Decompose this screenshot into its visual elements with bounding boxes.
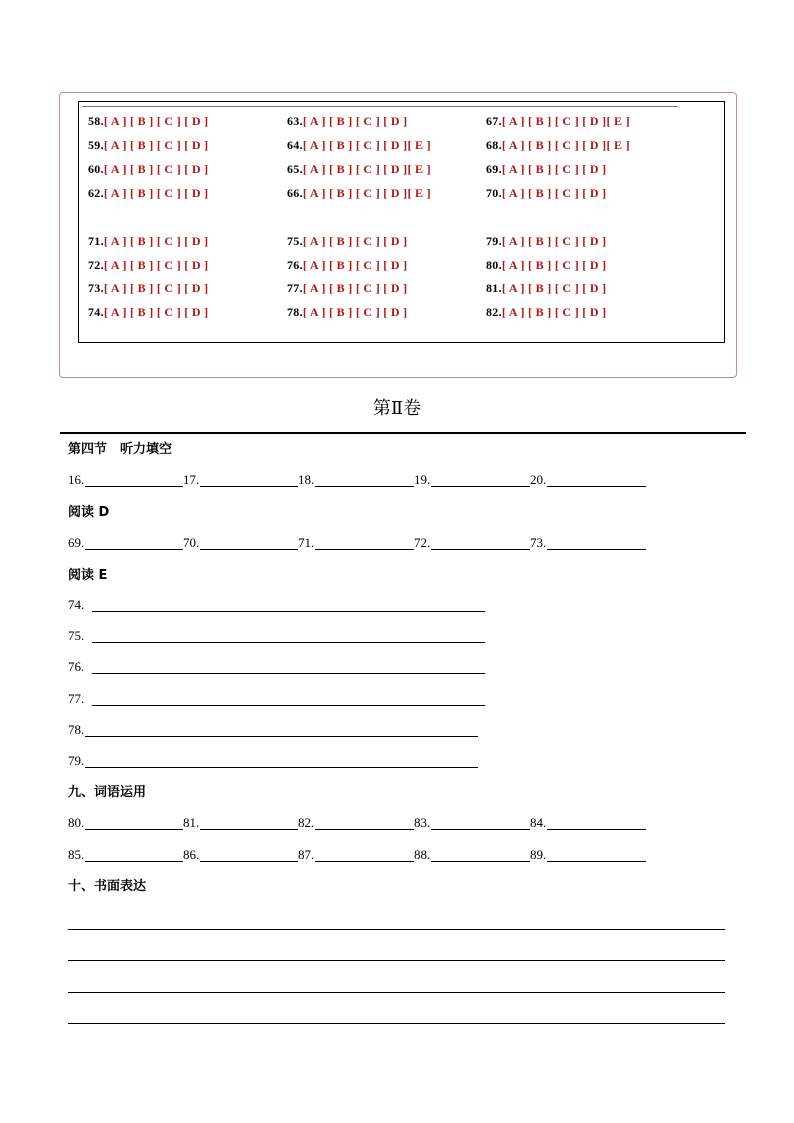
vocab-blank-82[interactable]: 82. bbox=[298, 813, 414, 833]
option-row-72[interactable]: 72.[ A ] [ B ] [ C ] [ D ] bbox=[88, 258, 209, 272]
reading-e-line-79[interactable]: 79. bbox=[68, 751, 480, 771]
answer-card-top-rule bbox=[82, 106, 678, 107]
option-row-78[interactable]: 78.[ A ] [ B ] [ C ] [ D ] bbox=[287, 305, 408, 319]
option-row-82[interactable]: 82.[ A ] [ B ] [ C ] [ D ] bbox=[486, 305, 607, 319]
reading-d-blank-72[interactable]: 72. bbox=[414, 533, 530, 553]
option-row-70[interactable]: 70.[ A ] [ B ] [ C ] [ D ] bbox=[486, 186, 607, 200]
option-row-66[interactable]: 66.[ A ] [ B ] [ C ] [ D ][ E ] bbox=[287, 186, 431, 200]
vocab-blank-86[interactable]: 86. bbox=[183, 845, 298, 865]
part-two-rule bbox=[60, 432, 746, 434]
vocab-blank-88[interactable]: 88. bbox=[414, 845, 530, 865]
writing-heading: 十、书面表达 bbox=[68, 879, 147, 894]
option-row-60[interactable]: 60.[ A ] [ B ] [ C ] [ D ] bbox=[88, 162, 209, 176]
vocab-blank-85[interactable]: 85. bbox=[68, 845, 183, 865]
listening-blank-20[interactable]: 20. bbox=[530, 470, 646, 490]
option-row-76[interactable]: 76.[ A ] [ B ] [ C ] [ D ] bbox=[287, 258, 408, 272]
option-row-74[interactable]: 74.[ A ] [ B ] [ C ] [ D ] bbox=[88, 305, 209, 319]
vocabulary-heading: 九、词语运用 bbox=[68, 785, 147, 800]
reading-e-line-78[interactable]: 78. bbox=[68, 720, 480, 740]
reading-e-line-74[interactable]: 74. bbox=[68, 595, 488, 615]
reading-e-heading: 阅读 E bbox=[68, 568, 108, 583]
reading-d-blank-70[interactable]: 70. bbox=[183, 533, 298, 553]
option-row-75[interactable]: 75.[ A ] [ B ] [ C ] [ D ] bbox=[287, 234, 408, 248]
reading-e-line-77[interactable]: 77. bbox=[68, 689, 488, 709]
option-row-68[interactable]: 68.[ A ] [ B ] [ C ] [ D ][ E ] bbox=[486, 138, 630, 152]
reading-d-blank-73[interactable]: 73. bbox=[530, 533, 646, 553]
option-row-58[interactable]: 58.[ A ] [ B ] [ C ] [ D ] bbox=[88, 114, 209, 128]
listening-blank-18[interactable]: 18. bbox=[298, 470, 414, 490]
option-row-81[interactable]: 81.[ A ] [ B ] [ C ] [ D ] bbox=[486, 281, 607, 295]
writing-line-1[interactable] bbox=[68, 929, 725, 930]
option-row-69[interactable]: 69.[ A ] [ B ] [ C ] [ D ] bbox=[486, 162, 607, 176]
vocab-blank-80[interactable]: 80. bbox=[68, 813, 183, 833]
writing-line-4[interactable] bbox=[68, 1023, 725, 1024]
writing-line-2[interactable] bbox=[68, 960, 725, 961]
option-row-62[interactable]: 62.[ A ] [ B ] [ C ] [ D ] bbox=[88, 186, 209, 200]
listening-blank-16[interactable]: 16. bbox=[68, 470, 183, 490]
option-row-71[interactable]: 71.[ A ] [ B ] [ C ] [ D ] bbox=[88, 234, 209, 248]
reading-d-heading: 阅读 D bbox=[68, 505, 110, 520]
listening-blank-17[interactable]: 17. bbox=[183, 470, 298, 490]
writing-line-3[interactable] bbox=[68, 992, 725, 993]
option-row-67[interactable]: 67.[ A ] [ B ] [ C ] [ D ][ E ] bbox=[486, 114, 630, 128]
part-two-title: 第Ⅱ卷 bbox=[372, 398, 422, 419]
vocab-blank-89[interactable]: 89. bbox=[530, 845, 646, 865]
reading-e-line-75[interactable]: 75. bbox=[68, 626, 488, 646]
vocab-blank-87[interactable]: 87. bbox=[298, 845, 414, 865]
reading-d-blank-69[interactable]: 69. bbox=[68, 533, 183, 553]
vocab-blank-81[interactable]: 81. bbox=[183, 813, 298, 833]
listening-blank-19[interactable]: 19. bbox=[414, 470, 530, 490]
option-row-79[interactable]: 79.[ A ] [ B ] [ C ] [ D ] bbox=[486, 234, 607, 248]
option-row-80[interactable]: 80.[ A ] [ B ] [ C ] [ D ] bbox=[486, 258, 607, 272]
vocab-blank-84[interactable]: 84. bbox=[530, 813, 646, 833]
option-row-63[interactable]: 63.[ A ] [ B ] [ C ] [ D ] bbox=[287, 114, 408, 128]
reading-d-blank-71[interactable]: 71. bbox=[298, 533, 414, 553]
option-row-73[interactable]: 73.[ A ] [ B ] [ C ] [ D ] bbox=[88, 281, 209, 295]
listening-heading: 第四节 听力填空 bbox=[68, 442, 173, 457]
option-row-64[interactable]: 64.[ A ] [ B ] [ C ] [ D ][ E ] bbox=[287, 138, 431, 152]
option-row-65[interactable]: 65.[ A ] [ B ] [ C ] [ D ][ E ] bbox=[287, 162, 431, 176]
reading-e-line-76[interactable]: 76. bbox=[68, 657, 488, 677]
option-row-77[interactable]: 77.[ A ] [ B ] [ C ] [ D ] bbox=[287, 281, 408, 295]
option-row-59[interactable]: 59.[ A ] [ B ] [ C ] [ D ] bbox=[88, 138, 209, 152]
vocab-blank-83[interactable]: 83. bbox=[414, 813, 530, 833]
